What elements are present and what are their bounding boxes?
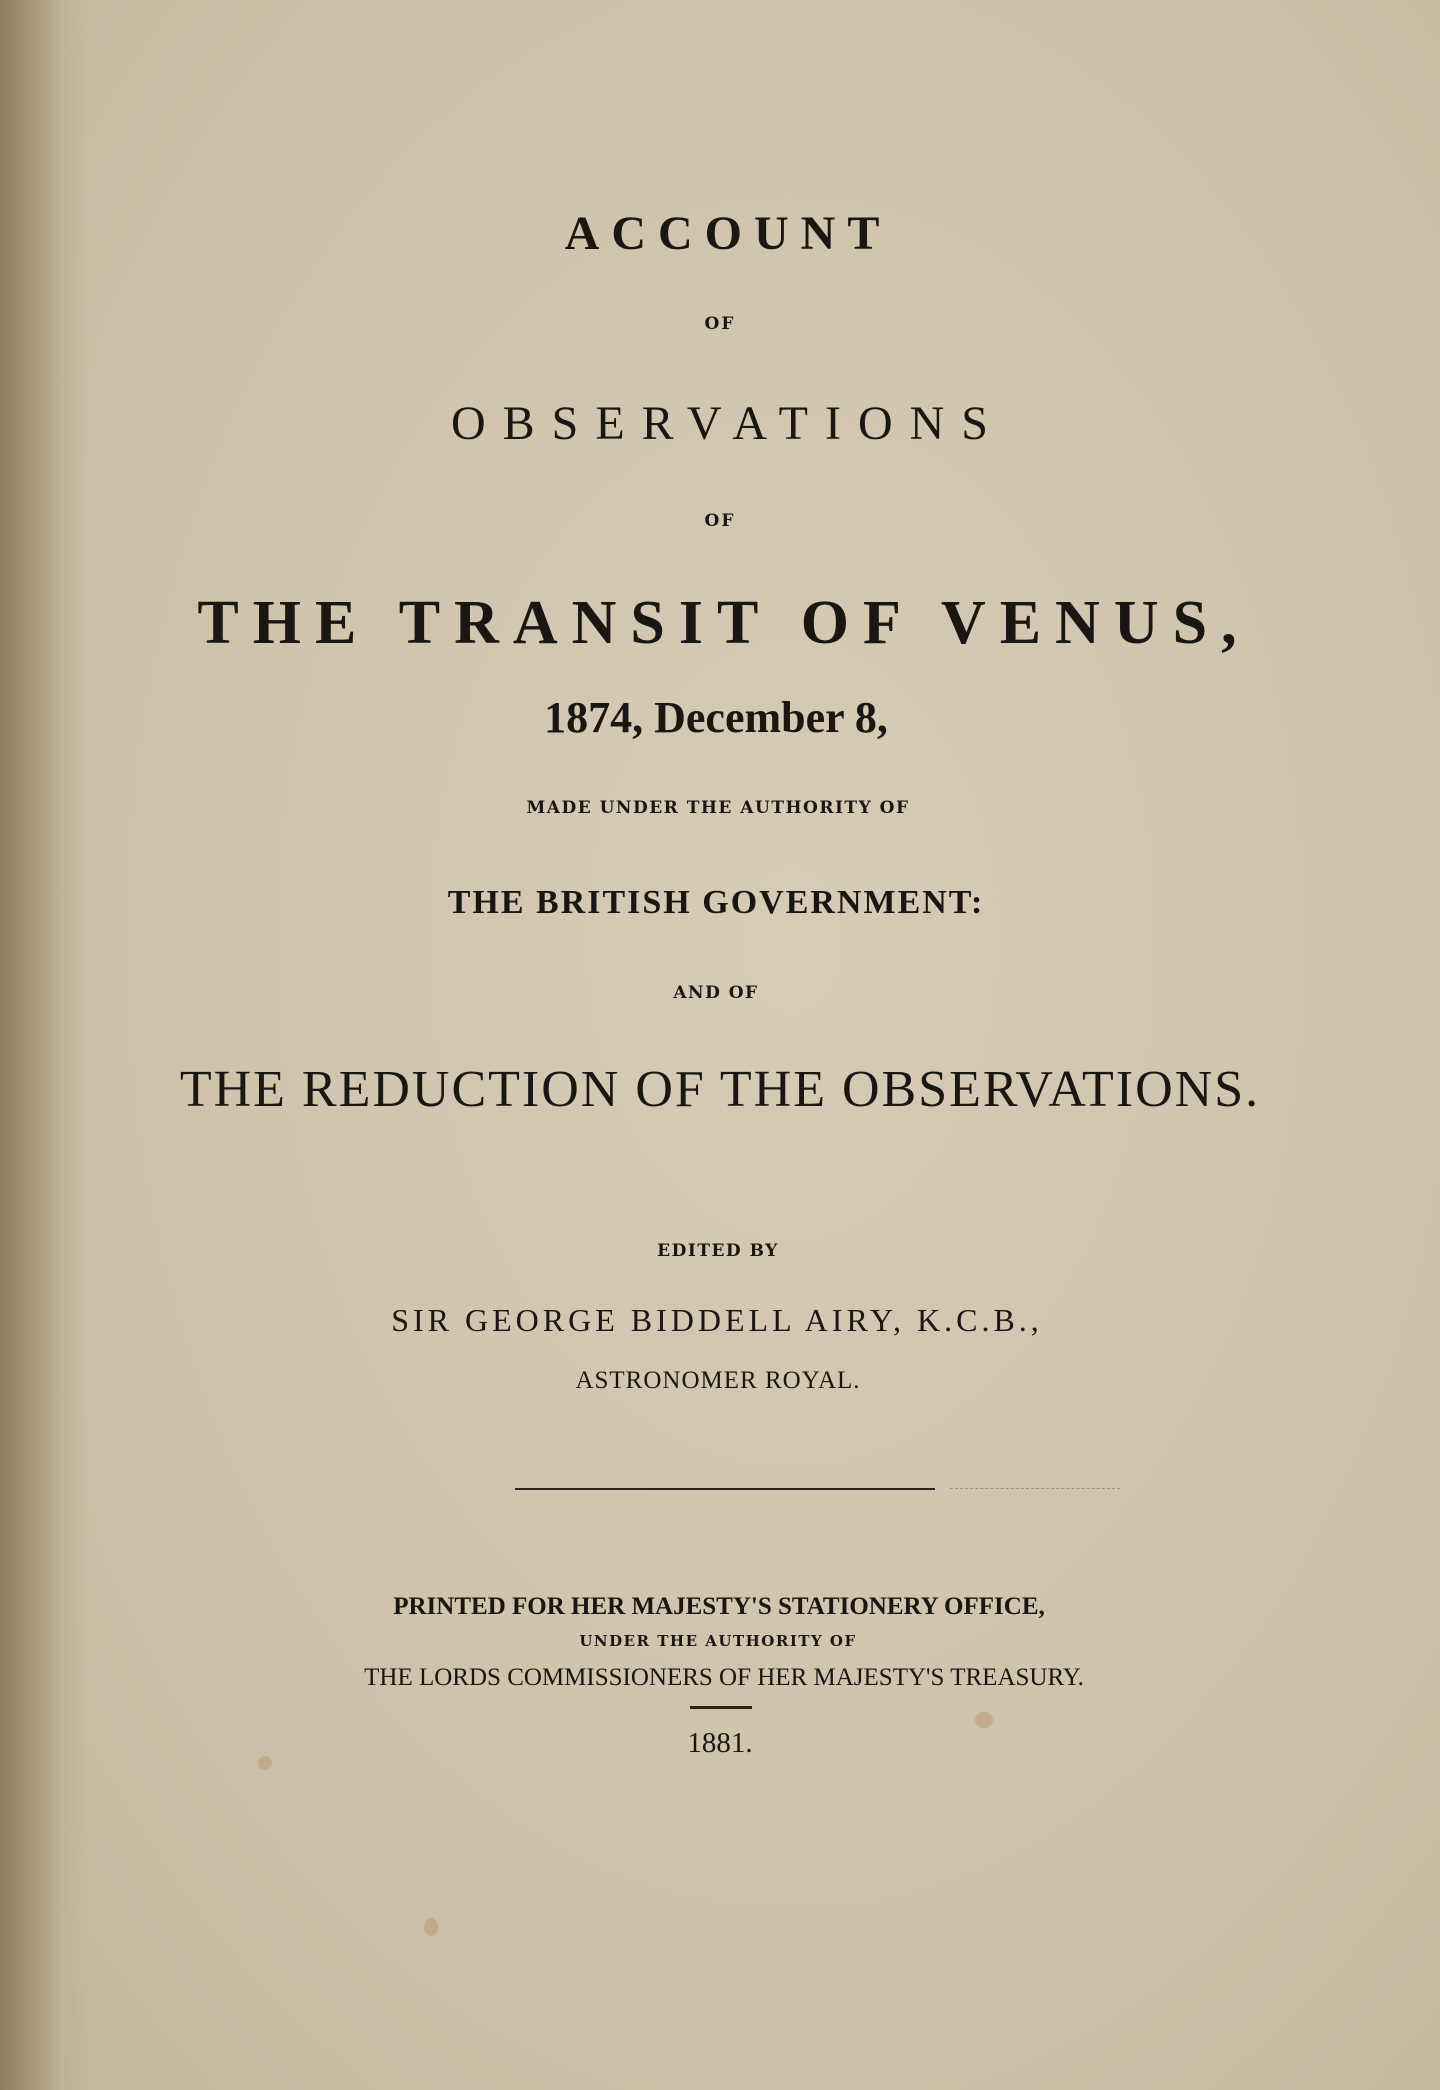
title-reduction: THE REDUCTION OF THE OBSERVATIONS. (179, 1061, 1261, 1118)
page-gutter-shadow (0, 0, 90, 2090)
imprint-year: 1881. (687, 1727, 753, 1759)
title-connector-of: OF (704, 314, 736, 334)
imprint-printed-for: PRINTED FOR HER MAJESTY'S STATIONERY OFFICE, (393, 1593, 1045, 1620)
divider-rule-faint (950, 1488, 1120, 1489)
editor-name: SIR GEORGE BIDDELL AIRY, K.C.B., (391, 1302, 1043, 1338)
title-transit-of-venus: THE TRANSIT OF VENUS, (197, 589, 1251, 657)
title-account: ACCOUNT (564, 207, 892, 260)
title-made-under: MADE UNDER THE AUTHORITY OF (526, 798, 910, 818)
editor-title: ASTRONOMER ROYAL. (575, 1367, 861, 1394)
imprint-lords-commissioners: THE LORDS COMMISSIONERS OF HER MAJESTY'S TREASURY. (364, 1664, 1084, 1691)
title-government: THE BRITISH GOVERNMENT: (447, 884, 985, 921)
divider-rule (515, 1488, 935, 1490)
edited-by-label: EDITED BY (657, 1241, 779, 1261)
title-observations: OBSERVATIONS (450, 397, 1005, 450)
foxing-spot (975, 1712, 993, 1728)
title-date: 1874, December 8, (544, 693, 888, 742)
title-and-of: AND OF (673, 983, 759, 1003)
short-divider-rule (690, 1706, 752, 1709)
foxing-spot (424, 1918, 438, 1936)
title-connector-of: OF (704, 511, 736, 531)
imprint-under-authority: UNDER THE AUTHORITY OF (579, 1632, 857, 1650)
foxing-spot (258, 1756, 272, 1770)
